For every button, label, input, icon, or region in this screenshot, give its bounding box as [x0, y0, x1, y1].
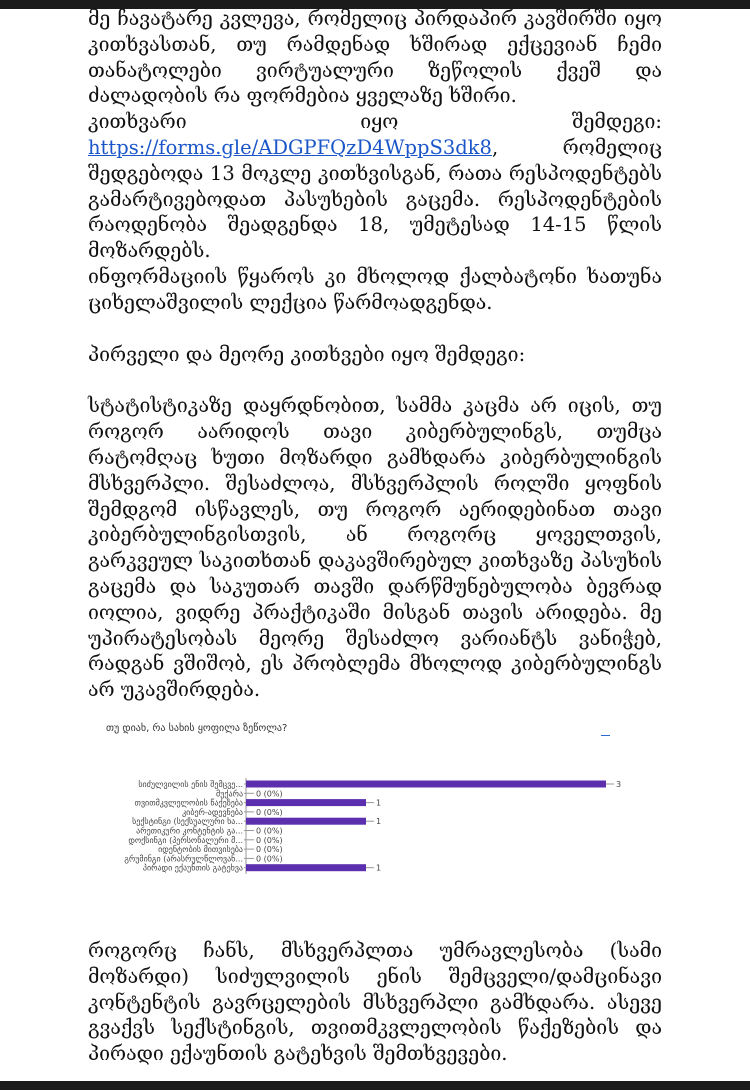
- chart-title: თუ დიახ, რა სახის ყოფილა ზეწოლა?: [106, 723, 288, 734]
- chart-value-label: 1: [376, 863, 382, 873]
- chart-svg: [88, 713, 658, 921]
- chart-bar: [246, 818, 366, 825]
- chart-category-label: მუქარა: [216, 789, 243, 799]
- document-body: [88, 6, 662, 703]
- chart-category-label: კიბერ-ადევნება: [182, 807, 243, 817]
- chart-value-label: 0 (0%): [256, 826, 283, 836]
- chart-category-label: თვითმკვლელობის წაქეზება: [134, 798, 243, 808]
- paragraph-questions-intro: პირველი და მეორე კითხვები იყო შემდეგი:: [88, 342, 526, 366]
- chart-value-label: 1: [376, 798, 382, 808]
- form-prefix: კითხვარი იყო შემდეგი:: [88, 110, 662, 134]
- chart-category-label: სექსტინგი (სექსუალური ხა...: [132, 817, 243, 827]
- chart-value-label: 0 (0%): [256, 854, 283, 864]
- paragraph-research-intro: მე ჩავატარე კვლევა, რომელიც პირდაპირ კავშირში იყო კითხვასთან, თუ რამდენად ხშირად ექცევიან ჩემი თანატოლები ვირტუალური ზეწოლის ქვეშ და ძალადობის რა ფორმებია ყველაზე ხშირი.: [88, 7, 662, 108]
- chart-value-label: 1: [376, 817, 382, 827]
- chart-category-label: პირადი ექაუნთის გატეხვა: [142, 863, 243, 873]
- chart-value-label: 0 (0%): [256, 807, 283, 817]
- form-suffix: , რომელიც შედგებოდა 13 მოკლე კითხვისგან, რათა რესპოდენტებს გამარტივებოდათ პასუხების გაცემა. რესპოდენტების რაოდენობა შეადგენდა 18, უმეტესად 14-15 წლის მოზარდებს.: [88, 135, 662, 263]
- chart-category-label: გრუმინგი (არასრულწლოვან...: [124, 854, 243, 864]
- bottom-edge-bar: [0, 1081, 750, 1090]
- chart-bar: [246, 781, 606, 788]
- paragraph-victims: როგორც ჩანს, მსხვერპლთა უმრავლესობა (სამი მოზარდი) სიძულვილის ენის შემცველი/დამცინავი კონტენტის გავრცელების მსხვერპლი გამხდარა. ასევე გვაქვს სექსტინგის, თვითმკვლელობის წაქეზების და პირადი ექაუნთის გატეხვის შემთხვევები.: [88, 939, 662, 1066]
- paragraph-statistics: სტატისტიკაზე დაყრდნობით, სამმა კაცმა არ იცის, თუ როგორ აარიდოს თავი კიბერბულინგს, თუმცა რატომღაც ხუთი მოზარდი გამხდარა კიბერბულინგის მსხვერპლი. შესაძლოა, მსხვერპლის როლში ყოფნის შემდგომ ისწავლეს, თუ როგორ აერიდებინათ თავი კიბერბულინგისთვის, ან როგორც ყოველთვის, გარკვეულ საკითხთან დაკავშირებულ კითხვაზე პასუხის გაცემა და საკუთარ თავში დარწმუნებულობა ბევრად იოლია, ვიდრე პრაქტიკაში მისგან თავის არიდება. მე უპირატესობას მეორე შესაძლო ვარიანტს ვანიჭებ, რადგან ვშიშობ, ეს პრობლემა მხოლოდ კიბერბულინგს არ უკავშირდება.: [88, 394, 662, 702]
- document-body-continued: [88, 938, 662, 1081]
- chart-category-label: სიძულვილის ენის შემცვე...: [138, 780, 243, 789]
- chart-bar: [246, 799, 366, 806]
- chart-value-label: 0 (0%): [256, 835, 283, 845]
- form-link[interactable]: https://forms.gle/ADGPFQzD4WppS3dk8: [88, 135, 492, 159]
- chart-bar: [246, 864, 366, 871]
- paragraph-form: [88, 109, 662, 264]
- paragraph-source: ინფორმაციის წყაროს კი მხოლოდ ქალბატონი ხათუნა ციხელაშვილის ლექცია წარმოადგენდა.: [88, 264, 662, 314]
- chart-value-label: 0 (0%): [256, 789, 283, 799]
- chart-value-label: 3: [616, 780, 622, 789]
- chart-category-label: არეთიკური კონტენტის გა...: [136, 826, 243, 836]
- pressure-type-chart: [88, 713, 658, 921]
- chart-category-label: იდენტობის მითვისება: [158, 845, 243, 855]
- chart-value-label: 0 (0%): [256, 845, 283, 855]
- chart-category-label: დოქსინგი (პერსონალური მ...: [128, 835, 243, 845]
